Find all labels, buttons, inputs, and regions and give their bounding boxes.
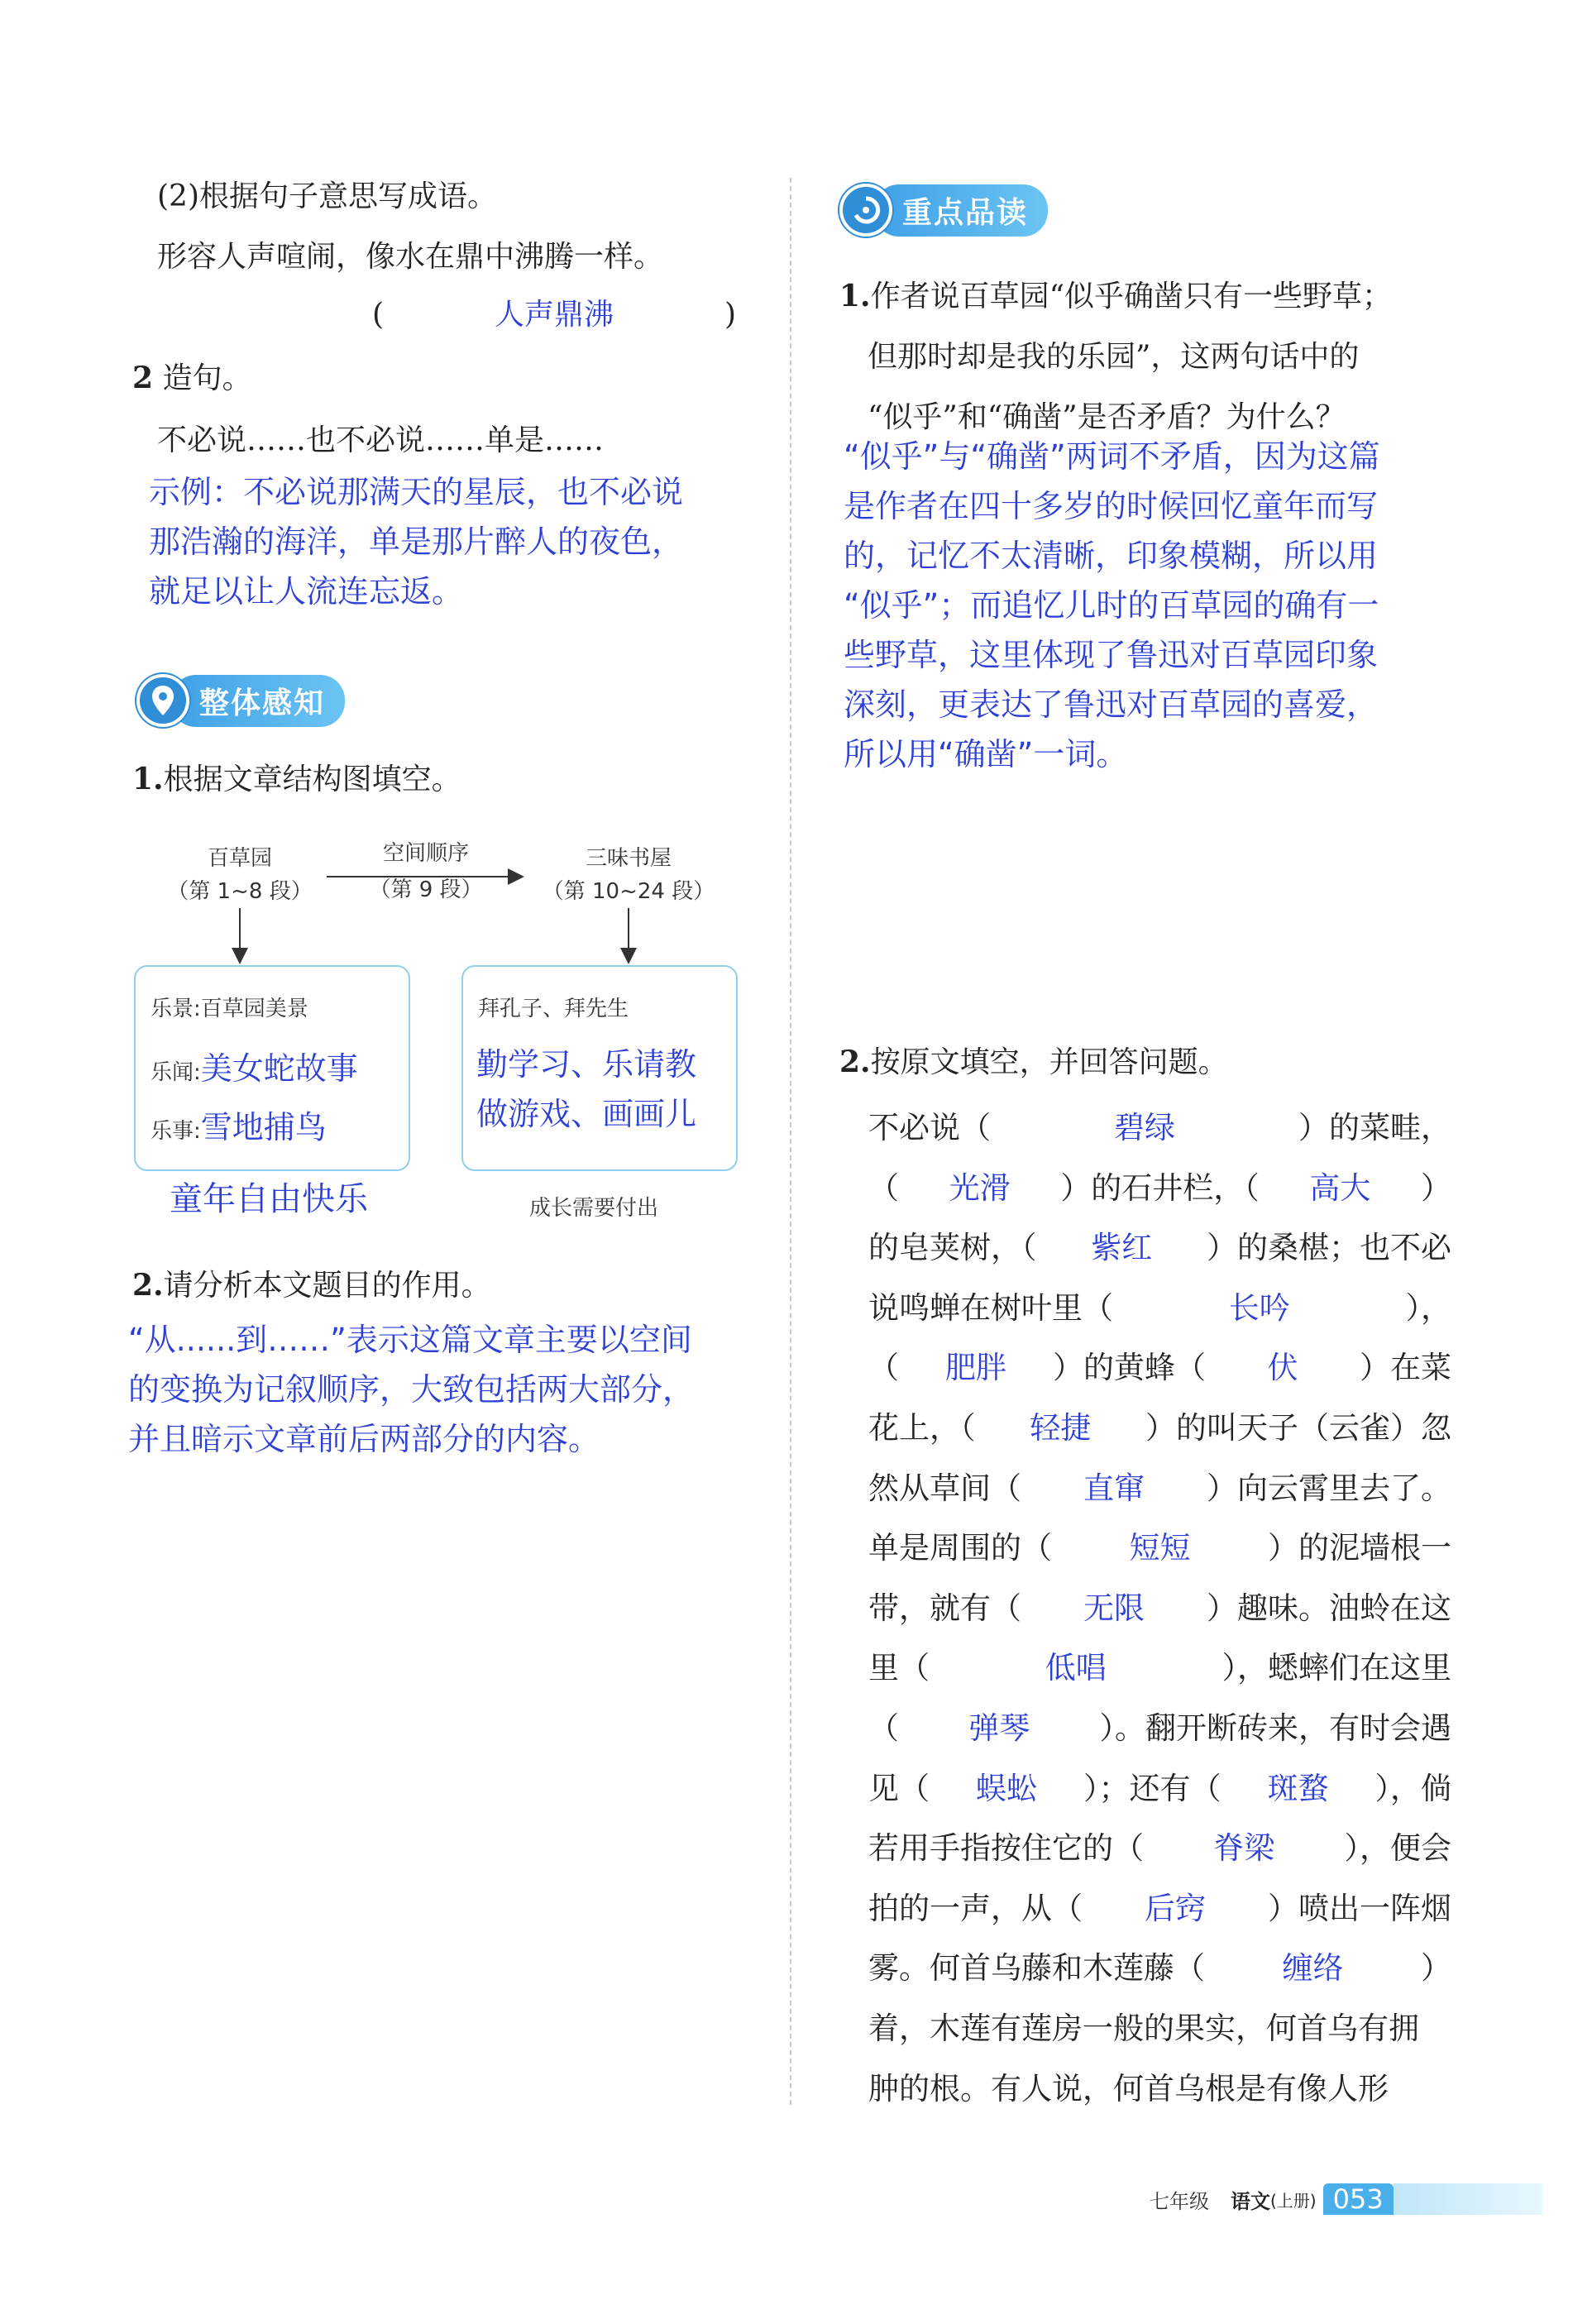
node-title: 三味书屋 — [585, 846, 672, 871]
question-number: 1. — [839, 279, 871, 313]
blank-answer: 弹琴 — [968, 1710, 1030, 1746]
answer-line: 是作者在四十多岁的时候回忆童年而写 — [844, 488, 1379, 524]
row-label: 乐闻: — [151, 1060, 201, 1085]
question-text: 根据文章结构图填空。 — [163, 763, 461, 796]
answer-line: 的变换为记叙顺序，大致包括两大部分， — [128, 1371, 695, 1408]
question-number: 2. — [839, 1045, 871, 1079]
passage-line — [868, 1222, 1451, 1268]
box-row — [151, 1102, 327, 1147]
passage-text: 然从草间（ — [868, 1470, 1021, 1506]
question-number: 2 — [132, 361, 154, 395]
passage-line — [868, 1642, 1451, 1688]
answer-line: 并且暗示文章前后两部分的内容。 — [128, 1421, 600, 1457]
answer-line: 示例：不必说那满天的星辰，也不必说 — [149, 474, 684, 510]
question-text: 按原文填空，并回答问题。 — [870, 1045, 1228, 1079]
passage-text: ） — [1421, 1950, 1451, 1987]
blank-answer: 斑蝥 — [1267, 1770, 1329, 1806]
node-title: 空间顺序 — [382, 841, 469, 866]
key-question-1-answer — [844, 432, 1380, 779]
footer-bar — [1394, 2183, 1542, 2215]
blank-answer: 轻捷 — [1030, 1410, 1092, 1446]
passage-text: ）在菜 — [1360, 1350, 1451, 1386]
passage-text: ），便会 — [1344, 1830, 1451, 1867]
question-title-function — [132, 1267, 491, 1304]
row-answer: 雪地捕鸟 — [200, 1109, 327, 1145]
blank-answer: 肥胖 — [945, 1350, 1006, 1386]
answer-line: 深刻，更表达了鲁迅对百草园的喜爱， — [844, 686, 1379, 723]
row-label: 乐景: — [151, 997, 201, 1021]
section-title: 整体感知 — [171, 675, 345, 727]
paren-open: ( — [372, 298, 385, 332]
question-line — [839, 266, 1451, 327]
subject-label: 语文 — [1231, 2189, 1270, 2213]
blank-answer: 高大 — [1309, 1169, 1371, 1206]
passage-text: ），蟋蟀们在这里 — [1221, 1650, 1451, 1686]
passage-text: 说鸣蝉在树叶里（ — [868, 1289, 1113, 1326]
answer-line: “似乎”与“确凿”两词不矛盾，因为这篇 — [844, 438, 1380, 475]
passage-text: （ — [868, 1350, 899, 1386]
node-sub: （第 9 段） — [369, 877, 483, 902]
passage-line — [868, 1102, 1451, 1148]
passage-text: ）。翻开断砖来，有时会遇 — [1099, 1710, 1451, 1746]
swirl-logo-icon — [839, 184, 892, 237]
grade-label: 七年级 — [1150, 2189, 1209, 2213]
node-title: 百草园 — [207, 846, 272, 871]
row-answer: 美女蛇故事 — [200, 1050, 358, 1087]
passage-text: 拍的一声，从（ — [868, 1890, 1083, 1926]
diagram-arrows — [0, 0, 794, 992]
box-answer — [476, 1040, 696, 1139]
box-sanweishuwu — [461, 965, 738, 1171]
page-number: 053 — [1323, 2183, 1394, 2215]
blank-answer: 直窜 — [1083, 1470, 1145, 1506]
blank-answer: 蜈蚣 — [976, 1770, 1037, 1806]
passage-line — [868, 1341, 1451, 1388]
sentence-pattern: 不必说……也不必说……单是…… — [157, 423, 605, 457]
blank-answer: 短短 — [1129, 1530, 1191, 1566]
blank-answer: 脊梁 — [1213, 1830, 1275, 1867]
question-line: 但那时却是我的乐园”，这两句话中的 — [868, 340, 1360, 374]
row-label: 乐事: — [151, 1119, 201, 1144]
location-pin-icon — [136, 674, 189, 727]
passage-text: 里（ — [868, 1650, 930, 1686]
passage-text: ）的泥墙根一 — [1268, 1530, 1451, 1566]
passage-text: （ — [868, 1710, 899, 1746]
blank-answer: 紫红 — [1091, 1230, 1153, 1266]
blank-answer: 缠络 — [1282, 1950, 1344, 1987]
passage-text: ）的叫天子（云雀）忽 — [1145, 1410, 1451, 1446]
blank-answer: 长吟 — [1228, 1289, 1290, 1326]
passage-text: ）的菜畦， — [1298, 1110, 1451, 1145]
answer-line: 些野草，这里体现了鲁迅对百草园印象 — [844, 637, 1379, 673]
passage-text: ）喷出一阵烟 — [1268, 1890, 1451, 1926]
passage-text: 带，就有（ — [868, 1590, 1021, 1626]
answer-line: “从......到……”表示这篇文章主要以空间 — [128, 1322, 692, 1358]
answer-line: 那浩瀚的海洋，单是那片醉人的夜色， — [149, 524, 684, 560]
passage-text: ）；还有（ — [1083, 1770, 1221, 1806]
passage-text: （ — [868, 1169, 899, 1206]
answer-line: 勤学习、乐请教 — [476, 1046, 697, 1083]
passage-text: ）， — [1405, 1289, 1451, 1326]
passage-text: 着，木莲有莲房一般的果实，何首乌有拥 — [868, 2011, 1419, 2046]
passage-line — [868, 1522, 1451, 1568]
answer-line: 所以用“确凿”一词。 — [844, 736, 1128, 772]
blank-answer: 光滑 — [949, 1169, 1011, 1206]
passage-text: 若用手指按住它的（ — [868, 1830, 1144, 1867]
question-title: 造句。 — [162, 361, 252, 395]
idiom-description: 形容人声喧闹，像水在鼎中沸腾一样。 — [157, 240, 664, 274]
box2-summary: 成长需要付出 — [529, 1196, 659, 1221]
passage-text: ）向云霄里去了。 — [1207, 1470, 1451, 1506]
passage-text: 雾。何首乌藤和木莲藤（ — [868, 1950, 1205, 1987]
passage-line — [868, 1402, 1451, 1448]
box-header: 拜孔子、拜先生 — [478, 997, 629, 1021]
blank-answer: 低唱 — [1045, 1650, 1107, 1686]
question-number: 2. — [132, 1268, 164, 1303]
idiom-answer: 人声鼎沸 — [494, 298, 614, 332]
passage-line — [868, 1582, 1451, 1628]
passage-line — [868, 2063, 1451, 2109]
key-question-2 — [839, 1044, 1228, 1081]
volume-label: (上册) — [1270, 2190, 1317, 2211]
question-text: 作者说百草园“似乎确凿只有一些野草； — [870, 280, 1392, 313]
column-divider — [790, 178, 791, 2105]
passage-text: ） — [1421, 1169, 1451, 1206]
passage-text: ）的石井栏，（ — [1060, 1169, 1260, 1206]
node-sub: （第 10~24 段） — [542, 879, 715, 904]
question-number: 1. — [132, 762, 164, 796]
passage-text: 单是周围的（ — [868, 1530, 1052, 1566]
passage-line — [868, 1282, 1451, 1328]
paren-close: ) — [724, 298, 736, 332]
box-row — [151, 1043, 358, 1088]
passage-text: 的皂荚树，（ — [868, 1230, 1037, 1266]
answer-line: 就足以让人流连忘返。 — [149, 573, 464, 610]
passage-line — [868, 2002, 1451, 2049]
page-footer — [1150, 2183, 1542, 2215]
blank-answer: 碧绿 — [1114, 1110, 1175, 1145]
blank-answer: 后窍 — [1145, 1890, 1206, 1926]
passage-text: 不必说（ — [868, 1110, 991, 1145]
passage-line — [868, 1882, 1451, 1929]
title-function-answer — [128, 1315, 694, 1464]
passage-text: ）的黄蜂（ — [1053, 1350, 1206, 1386]
answer-line: 的，记忆不太清晰，印象模糊，所以用 — [844, 538, 1379, 574]
box-baicaoyuan — [134, 965, 410, 1171]
section-badge-key-reading — [839, 184, 1048, 237]
passage-text: ）的桑椹；也不必 — [1207, 1230, 1451, 1266]
passage-text: 肿的根。有人说，何首乌根是有像人形 — [868, 2070, 1389, 2106]
answer-line: 做游戏、画画儿 — [476, 1096, 697, 1132]
question-text: 请分析本文题目的作用。 — [163, 1269, 491, 1303]
box-row — [151, 992, 308, 1022]
blank-answer: 伏 — [1267, 1350, 1298, 1386]
passage-text: ）趣味。油蛉在这 — [1207, 1590, 1451, 1626]
node-sub: （第 1~8 段） — [167, 879, 313, 904]
row-text: 百草园美景 — [200, 997, 308, 1021]
passage-text: ），倘 — [1374, 1770, 1451, 1806]
passage-line — [868, 1162, 1451, 1208]
passage-line — [868, 1942, 1451, 1988]
key-question-1 — [839, 266, 1451, 447]
passage-text: 见（ — [868, 1770, 930, 1806]
sub-question-2: (2)根据句子意思写成语。 — [157, 179, 497, 213]
answer-line: “似乎”；而追忆儿时的百草园的确有一 — [844, 587, 1379, 624]
passage-line — [868, 1822, 1451, 1868]
box1-summary: 童年自由快乐 — [170, 1180, 368, 1218]
passage-line — [868, 1702, 1451, 1748]
question-line: “似乎”和“确凿”是否矛盾？为什么？ — [868, 400, 1346, 434]
blank-answer: 无限 — [1083, 1590, 1145, 1626]
passage-text: 花上，（ — [868, 1410, 976, 1446]
passage-line — [868, 1762, 1451, 1809]
passage-line — [868, 1462, 1451, 1509]
section-title: 重点品读 — [874, 184, 1048, 237]
